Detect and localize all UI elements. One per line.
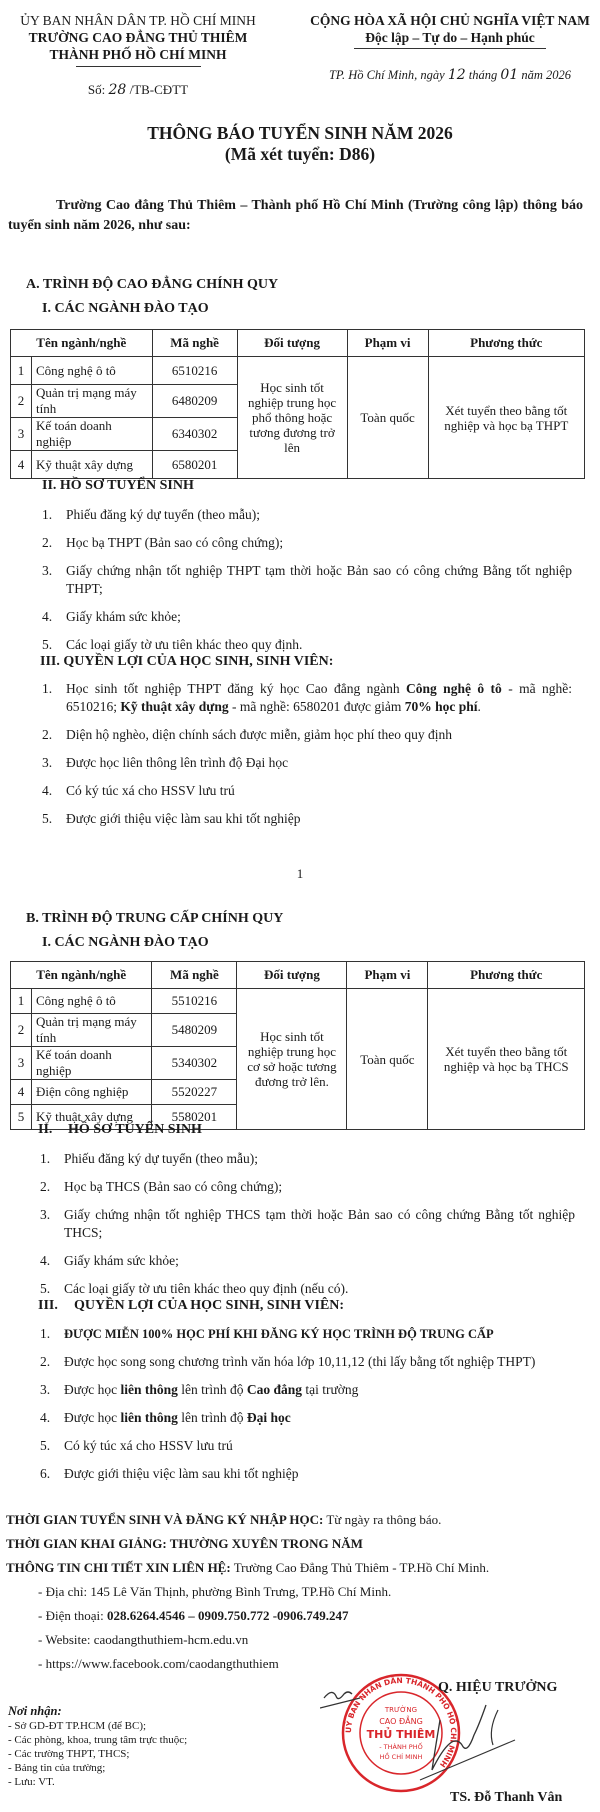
sub-number: II.	[38, 1122, 53, 1137]
text-part: Được học	[64, 1410, 121, 1425]
row-number: 3	[11, 418, 32, 451]
facebook-link[interactable]: - https://www.facebook.com/caodangthuthiem	[38, 1656, 279, 1671]
col-header-scope: Phạm vi	[347, 330, 428, 357]
list-item	[42, 534, 572, 552]
bold-part: Cao đẳng	[246, 1382, 302, 1397]
row-number: 2	[11, 385, 32, 418]
list-item	[42, 810, 572, 828]
section-b-sub1: I. CÁC NGÀNH ĐÀO TẠO	[42, 935, 209, 950]
recipients-title: Nơi nhận:	[8, 1704, 62, 1718]
website-link[interactable]: - Website: caodangthuthiem-hcm.edu.vn	[38, 1632, 249, 1647]
document-date	[300, 67, 600, 84]
text-part: - mã nghề: 6510216;	[66, 681, 573, 714]
national-motto-block	[300, 12, 600, 84]
enroll-value: Từ ngày ra thông báo.	[323, 1512, 442, 1527]
item-text: Diện hộ nghèo, diện chính sách được miễn, giảm học phí theo quy định	[66, 727, 453, 742]
program-code: 5520227	[152, 1080, 237, 1105]
title-line-1: THÔNG BÁO TUYỂN SINH NĂM 2026	[147, 123, 453, 143]
recipient-item: - Lưu: VT.	[8, 1776, 55, 1788]
text-part: tại trường	[301, 1382, 359, 1397]
item-number: 4.	[40, 1410, 51, 1425]
item-number: 5.	[40, 1281, 51, 1296]
col-header-method: Phương thức	[428, 962, 585, 989]
item-text: Giấy khám sức khỏe;	[66, 609, 181, 624]
list-item	[42, 726, 572, 744]
program-name: Kỹ thuật xây dựng	[32, 451, 153, 479]
program-name: Điện công nghiệp	[32, 1080, 152, 1105]
recipient-item: - Sở GD-ĐT TP.HCM (để BC);	[8, 1720, 147, 1732]
section-a-benefits-list	[42, 680, 572, 828]
text-part: - mã nghề: 6580201 được giảm	[228, 699, 405, 714]
item-text: Được học liên thông lên trình độ Đại học	[66, 755, 289, 770]
item-text: Học bạ THCS (Bản sao có công chứng);	[64, 1179, 283, 1194]
item-text: Giấy khám sức khỏe;	[64, 1253, 179, 1268]
section-a-sub2: II. HỒ SƠ TUYỂN SINH	[42, 478, 194, 493]
list-item	[40, 1150, 575, 1168]
recipient-item: - Các trường THPT, THCS;	[8, 1748, 130, 1760]
program-code: 5340302	[152, 1047, 237, 1080]
doc-number-suffix: /TB-CĐTT	[129, 82, 189, 97]
list-item	[40, 1353, 575, 1371]
scope-cell: Toàn quốc	[347, 357, 428, 479]
row-number: 3	[11, 1047, 32, 1080]
item-number: 2.	[40, 1354, 51, 1369]
date-day: 12	[447, 67, 466, 83]
program-name: Quản trị mạng máy tính	[32, 385, 153, 418]
issuer-underline	[76, 66, 201, 67]
item-number: 2.	[42, 727, 53, 742]
item-text: Được học song song chương trình văn hóa lớp 10,11,12 (thi lấy bằng tốt nghiệp THPT)	[64, 1354, 536, 1369]
text-part: Học sinh tốt nghiệp THPT đăng ký học Cao đẳng ngành	[66, 681, 407, 696]
list-item	[40, 1178, 575, 1196]
program-code: 6480209	[152, 385, 237, 418]
scope-cell: Toàn quốc	[347, 989, 428, 1130]
list-item	[40, 1252, 575, 1270]
start-time: THỜI GIAN KHAI GIẢNG: THƯỜNG XUYÊN TRONG NĂM	[6, 1536, 363, 1551]
table-b-programs	[10, 961, 585, 1130]
stamp-text: TRƯỜNG	[384, 1706, 418, 1714]
table-row	[11, 989, 585, 1014]
row-number: 2	[11, 1014, 32, 1047]
recipient-item: - Các phòng, khoa, trung tâm trực thuộc;	[8, 1734, 188, 1746]
list-item	[42, 782, 572, 800]
program-code: 5480209	[152, 1014, 237, 1047]
document-number	[8, 81, 268, 99]
list-item	[42, 608, 572, 626]
list-item	[40, 1206, 575, 1242]
item-number: 1.	[42, 681, 53, 696]
item-number: 2.	[40, 1179, 51, 1194]
item-number: 4.	[40, 1253, 51, 1268]
item-text: Các loại giấy tờ ưu tiên khác theo quy định (nếu có).	[64, 1281, 349, 1296]
stamp-text: CAO ĐẲNG	[379, 1717, 423, 1726]
program-name: Quản trị mạng máy tính	[32, 1014, 152, 1047]
section-b-docs-list	[40, 1150, 575, 1298]
item-number: 1.	[40, 1151, 51, 1166]
row-number: 5	[11, 1105, 32, 1130]
item-text	[66, 680, 572, 716]
section-b-heading: B. TRÌNH ĐỘ TRUNG CẤP CHÍNH QUY	[26, 911, 284, 926]
item-number: 3.	[42, 755, 53, 770]
contact-label: THÔNG TIN CHI TIẾT XIN LIÊN HỆ:	[6, 1560, 231, 1575]
item-number: 3.	[40, 1207, 51, 1222]
country-name: CỘNG HÒA XÃ HỘI CHỦ NGHĨA VIỆT NAM	[310, 13, 590, 28]
bold-part: Kỹ thuật xây dựng	[120, 699, 229, 714]
item-number: 3.	[40, 1382, 51, 1397]
recipient-item: - Bảng tin của trường;	[8, 1762, 106, 1774]
stamp-ring-text: UỶ BAN NHÂN DÂN THÀNH PHỐ HỒ CHÍ MINH	[343, 1675, 459, 1770]
date-month: 01	[500, 67, 519, 83]
stamp-text: - THÀNH PHỐ	[379, 1743, 423, 1751]
item-text: Học bạ THPT (Bản sao có công chứng);	[66, 535, 284, 550]
list-item	[42, 562, 572, 598]
section-a-docs-list	[42, 506, 572, 654]
program-code: 6340302	[152, 418, 237, 451]
section-b-sub2	[38, 1122, 202, 1138]
enroll-time	[6, 1508, 596, 1532]
date-month-label: tháng	[468, 68, 498, 82]
item-text: Phiếu đăng ký dự tuyển (theo mẫu);	[66, 507, 261, 522]
row-number: 4	[11, 451, 32, 479]
issuer-line-3: THÀNH PHỐ HỒ CHÍ MINH	[49, 47, 227, 62]
sub-title: HỒ SƠ TUYỂN SINH	[68, 1122, 202, 1137]
item-number: 5.	[42, 637, 53, 652]
motto-underline	[354, 48, 546, 49]
bold-part: liên thông	[120, 1410, 178, 1425]
list-item	[40, 1409, 575, 1427]
contact-value: Trường Cao Đẳng Thủ Thiêm - TP.Hồ Chí Minh.	[230, 1560, 490, 1575]
list-item	[42, 680, 572, 716]
item-text: Giấy chứng nhận tốt nghiệp THPT tạm thời hoặc Bản sao có công chứng Bằng tốt nghiệp THPT;	[66, 563, 572, 596]
section-b-sub3	[38, 1298, 344, 1314]
contact-block	[6, 1508, 596, 1676]
issuer-line-2: TRƯỜNG CAO ĐẲNG THỦ THIÊM	[28, 30, 248, 45]
list-item	[40, 1465, 575, 1483]
row-number: 1	[11, 357, 32, 385]
item-text: Có ký túc xá cho HSSV lưu trú	[66, 783, 235, 798]
item-number: 5.	[40, 1438, 51, 1453]
title-line-2: (Mã xét tuyển: D86)	[224, 144, 376, 164]
program-code: 6510216	[152, 357, 237, 385]
item-text: Có ký túc xá cho HSSV lưu trú	[64, 1438, 233, 1453]
item-text: Phiếu đăng ký dự tuyển (theo mẫu);	[64, 1151, 259, 1166]
table-a-programs	[10, 329, 585, 479]
item-text	[64, 1409, 575, 1427]
program-name: Công nghệ ô tô	[32, 357, 153, 385]
program-code: 6580201	[152, 451, 237, 479]
method-cell: Xét tuyển theo bằng tốt nghiệp và học bạ THPT	[428, 357, 584, 479]
list-item	[42, 754, 572, 772]
target-cell: Học sinh tốt nghiệp trung học phổ thông hoặc tương đương trở lên	[237, 357, 347, 479]
item-number: 3.	[42, 563, 53, 578]
text-part: lên trình độ	[177, 1382, 247, 1397]
item-number: 4.	[42, 783, 53, 798]
item-number: 1.	[42, 507, 53, 522]
phone	[6, 1604, 596, 1628]
method-cell: Xét tuyển theo bằng tốt nghiệp và học bạ THCS	[428, 989, 585, 1130]
list-item	[40, 1280, 575, 1298]
date-prefix: TP. Hồ Chí Minh, ngày	[328, 68, 445, 82]
program-code: 5580201	[152, 1105, 237, 1130]
bold-part: liên thông	[120, 1382, 178, 1397]
enroll-label: THỜI GIAN TUYỂN SINH VÀ ĐĂNG KÝ NHẬP HỌC:	[6, 1512, 324, 1527]
item-number: 6.	[40, 1466, 51, 1481]
phone-label: - Điện thoại:	[38, 1608, 107, 1623]
col-header-code: Mã nghề	[152, 330, 237, 357]
col-header-method: Phương thức	[428, 330, 584, 357]
doc-number-handwritten: 28	[108, 82, 127, 98]
col-header-name: Tên ngành/nghề	[11, 962, 152, 989]
document-title	[0, 123, 600, 165]
item-number: 2.	[42, 535, 53, 550]
section-a-heading: A. TRÌNH ĐỘ CAO ĐẲNG CHÍNH QUY	[26, 277, 279, 292]
issuer-line-1: ỦY BAN NHÂN DÂN TP. HỒ CHÍ MINH	[20, 13, 256, 28]
program-name: Kỹ thuật xây dựng	[32, 1105, 152, 1130]
item-text: ĐƯỢC MIỄN 100% HỌC PHÍ KHI ĐĂNG KÝ HỌC TRÌNH ĐỘ TRUNG CẤP	[64, 1327, 494, 1341]
text-part: Được học	[64, 1382, 121, 1397]
item-number: 1.	[40, 1326, 51, 1341]
item-text: Được giới thiệu việc làm sau khi tốt nghiệp	[64, 1466, 299, 1481]
list-item	[42, 636, 572, 654]
section-b-benefits-list	[40, 1325, 575, 1483]
signatory-name: TS. Đỗ Thanh Vân	[450, 1790, 563, 1805]
col-header-code: Mã nghề	[152, 962, 237, 989]
bold-part: Đại học	[246, 1410, 291, 1425]
item-text: Giấy chứng nhận tốt nghiệp THCS tạm thời hoặc Bản sao có công chứng Bằng tốt nghiệp THCS;	[64, 1207, 575, 1240]
text-part: .	[477, 699, 481, 714]
item-text: Các loại giấy tờ ưu tiên khác theo quy định.	[66, 637, 303, 652]
phone-value: 028.6264.4546 – 0909.750.772 -0906.749.247	[106, 1608, 349, 1623]
item-number: 5.	[42, 811, 53, 826]
program-code: 5510216	[152, 989, 237, 1014]
row-number: 1	[11, 989, 32, 1014]
sub-number: III.	[38, 1298, 58, 1313]
col-header-target: Đối tượng	[237, 330, 347, 357]
intro-paragraph: Trường Cao đẳng Thủ Thiêm – Thành phố Hồ Chí Minh (Trường công lập) thông báo tuyển sinh năm 2026, như sau:	[8, 198, 583, 233]
item-text	[64, 1381, 575, 1399]
bold-part: Công nghệ ô tô	[406, 681, 502, 696]
section-a-sub1: I. CÁC NGÀNH ĐÀO TẠO	[42, 301, 209, 316]
handwritten-signature	[320, 1680, 520, 1790]
target-cell: Học sinh tốt nghiệp trung học cơ sở hoặc tương đương trở lên.	[237, 989, 347, 1130]
col-header-scope: Phạm vi	[347, 962, 428, 989]
program-name: Kế toán doanh nghiệp	[32, 1047, 152, 1080]
doc-number-prefix: Số:	[87, 82, 106, 97]
signatory-title: Q. HIỆU TRƯỞNG	[438, 1680, 558, 1695]
stamp-text: HỒ CHÍ MINH	[379, 1753, 423, 1761]
page-number: 1	[296, 866, 304, 881]
sub-title: QUYỀN LỢI CỦA HỌC SINH, SINH VIÊN:	[74, 1298, 345, 1313]
address: - Địa chỉ: 145 Lê Văn Thịnh, phường Bình Trưng, TP.Hồ Chí Minh.	[38, 1584, 392, 1599]
stamp-text: THỦ THIÊM	[366, 1728, 436, 1741]
issuer-block	[8, 12, 268, 99]
contact-info	[6, 1556, 596, 1580]
table-row	[11, 357, 585, 385]
bold-part: 70% học phí	[404, 699, 478, 714]
item-text: Được giới thiệu việc làm sau khi tốt nghiệp	[66, 811, 301, 826]
list-item	[42, 506, 572, 524]
program-name: Công nghệ ô tô	[32, 989, 152, 1014]
program-name: Kế toán doanh nghiệp	[32, 418, 153, 451]
col-header-name: Tên ngành/nghề	[11, 330, 153, 357]
list-item	[40, 1437, 575, 1455]
list-item	[40, 1325, 575, 1343]
col-header-target: Đối tượng	[237, 962, 347, 989]
date-year: năm 2026	[521, 68, 572, 82]
section-a-sub3: III. QUYỀN LỢI CỦA HỌC SINH, SINH VIÊN:	[40, 654, 334, 669]
row-number: 4	[11, 1080, 32, 1105]
list-item	[40, 1381, 575, 1399]
item-number: 4.	[42, 609, 53, 624]
motto: Độc lập – Tự do – Hạnh phúc	[365, 30, 535, 45]
recipients-block	[8, 1704, 187, 1789]
text-part: lên trình độ	[177, 1410, 247, 1425]
